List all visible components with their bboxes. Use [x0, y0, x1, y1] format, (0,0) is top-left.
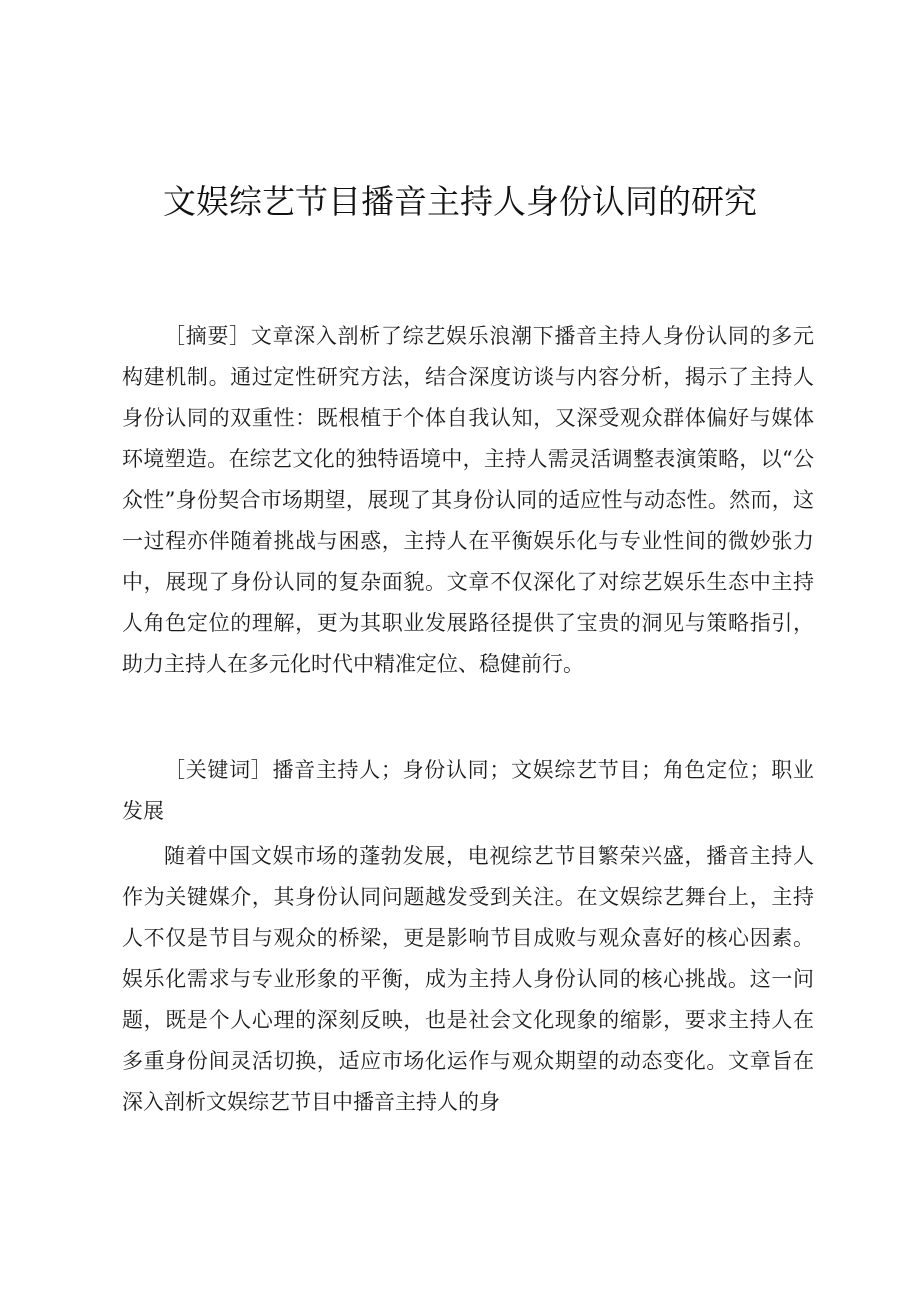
abstract-paragraph: ［摘要］文章深入剖析了综艺娱乐浪潮下播音主持人身份认同的多元构建机制。通过定性研究方法，结合深度访谈与内容分析，揭示了主持人身份认同的双重性：既根植于个体自我认知，又深受观众群体偏好与媒体环境塑造。在综艺文化的独特语境中，主持人需灵活调整表演策略，以“公众性”身份契合市场期望，展现了其身份认同的适应性与动态性。然而，这一过程亦伴随着挑战与困惑，主持人在平衡娱乐化与专业性间的微妙张力中，展现了身份认同的复杂面貌。文章不仅深化了对综艺娱乐生态中主持人角色定位的理解，更为其职业发展路径提供了宝贵的洞见与策略指引，助力主持人在多元化时代中精准定位、稳健前行。 — [122, 324, 814, 676]
keywords-paragraph: ［关键词］播音主持人；身份认同；文娱综艺节目；角色定位；职业发展 — [122, 758, 814, 823]
document-title: 文娱综艺节目播音主持人身份认同的研究 — [163, 182, 757, 221]
intro-paragraph: 随着中国文娱市场的蓬勃发展，电视综艺节目繁荣兴盛，播音主持人作为关键媒介，其身份认同问题越发受到关注。在文娱综艺舞台上，主持人不仅是节目与观众的桥梁，更是影响节目成败与观众喜好的核心因素。娱乐化需求与专业形象的平衡，成为主持人身份认同的核心挑战。这一问题，既是个人心理的深刻反映，也是社会文化现象的缩影，要求主持人在多重身份间灵活切换，适应市场化运作与观众期望的动态变化。文章旨在深入剖析文娱综艺节目中播音主持人的身 — [122, 844, 814, 1114]
